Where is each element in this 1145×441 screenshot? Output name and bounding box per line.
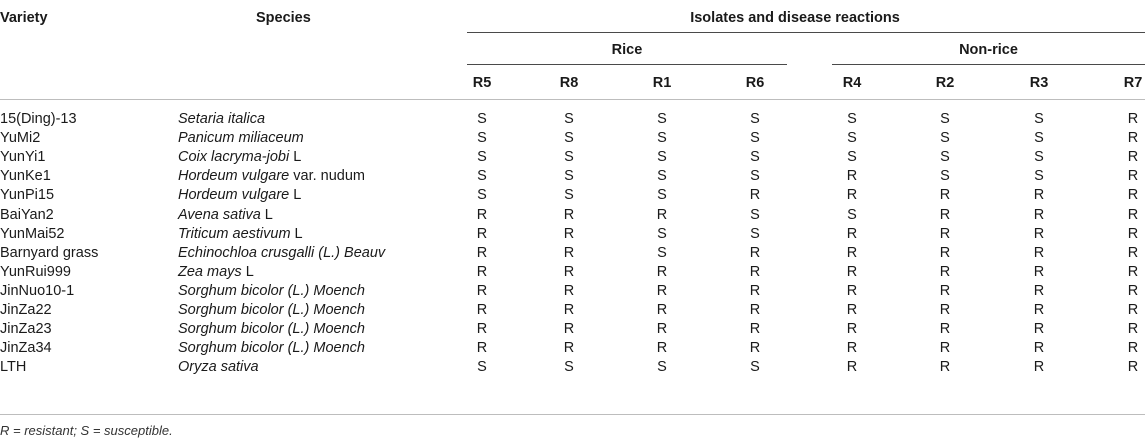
header-nonrice: Non-rice xyxy=(959,42,1018,58)
reaction-cell: S xyxy=(477,359,487,376)
species-cell xyxy=(178,263,254,281)
reaction-cell: S xyxy=(477,168,487,185)
species-authority: (L.) Moench xyxy=(283,282,365,299)
reaction-cell: R xyxy=(939,206,951,223)
reaction-cell: R xyxy=(1127,340,1139,357)
isolate-header-r4: R4 xyxy=(842,75,862,91)
reaction-cell: R xyxy=(846,302,858,318)
reaction-cell: R xyxy=(656,206,668,223)
reaction-cell: R xyxy=(939,187,951,204)
species-authority: (L.) Moench xyxy=(283,302,365,318)
reaction-cell: R xyxy=(939,225,951,242)
reaction-cell: R xyxy=(656,282,668,299)
reaction-cell: S xyxy=(477,149,487,166)
reaction-cell: R xyxy=(846,340,858,357)
species-name: Panicum miliaceum xyxy=(178,130,304,147)
species-name: Echinochloa crusgalli xyxy=(178,244,315,261)
reaction-cell: S xyxy=(477,111,487,127)
reaction-cell: R xyxy=(939,244,951,261)
species-cell xyxy=(178,186,301,204)
variety-cell: YunRui999 xyxy=(0,263,71,280)
reaction-cell: R xyxy=(476,225,488,242)
reaction-cell: S xyxy=(1034,149,1044,166)
isolate-header-r2: R2 xyxy=(935,75,955,91)
reaction-cell: S xyxy=(657,225,667,242)
reaction-cell: R xyxy=(563,263,575,280)
reaction-cell: R xyxy=(1033,340,1045,357)
nonrice-rule xyxy=(832,64,1145,65)
species-name: Hordeum vulgare xyxy=(178,187,290,204)
reaction-cell: S xyxy=(564,130,574,147)
header-rice: Rice xyxy=(611,42,643,58)
reaction-cell: R xyxy=(939,302,951,318)
reaction-cell: R xyxy=(656,302,668,318)
reaction-cell: R xyxy=(1033,206,1045,223)
reaction-cell: R xyxy=(1127,359,1139,376)
footnote: R = resistant; S = susceptible. xyxy=(0,423,173,438)
reaction-cell: S xyxy=(940,149,950,166)
reaction-cell: S xyxy=(750,206,760,223)
reaction-cell: R xyxy=(1033,187,1045,204)
reaction-cell: R xyxy=(749,340,761,357)
table-bottom-rule xyxy=(0,414,1145,415)
reaction-cell: R xyxy=(476,244,488,261)
reaction-cell: R xyxy=(1033,244,1045,261)
reaction-cell: S xyxy=(657,111,667,127)
reaction-cell: S xyxy=(564,168,574,185)
reaction-cell: R xyxy=(563,206,575,223)
reaction-cell: R xyxy=(749,321,761,338)
species-cell xyxy=(178,320,365,338)
species-cell xyxy=(178,301,365,319)
reaction-cell: R xyxy=(846,282,858,299)
reaction-cell: S xyxy=(564,187,574,204)
variety-cell: BaiYan2 xyxy=(0,206,54,223)
reaction-cell: R xyxy=(846,263,858,280)
variety-cell: JinNuo10-1 xyxy=(0,282,75,299)
reaction-cell: S xyxy=(1034,168,1044,185)
reaction-cell: R xyxy=(1033,321,1045,338)
reaction-cell: R xyxy=(656,340,668,357)
species-cell xyxy=(178,244,385,262)
species-cell xyxy=(178,206,273,224)
species-name: Triticum aestivum xyxy=(178,225,291,242)
reaction-cell: S xyxy=(847,130,857,147)
species-name: Setaria italica xyxy=(178,111,266,127)
reaction-cell: S xyxy=(940,130,950,147)
variety-cell: LTH xyxy=(0,359,27,376)
reaction-cell: S xyxy=(657,244,667,261)
reaction-cell: S xyxy=(564,359,574,376)
reaction-cell: R xyxy=(846,359,858,376)
reaction-cell: R xyxy=(749,282,761,299)
header-variety: Variety xyxy=(0,10,48,26)
reaction-cell: R xyxy=(846,321,858,338)
species-cell xyxy=(178,129,304,147)
species-cell xyxy=(178,225,303,243)
reaction-cell: R xyxy=(749,263,761,280)
isolates-rule xyxy=(467,32,1145,33)
species-cell xyxy=(178,167,365,185)
reaction-cell: S xyxy=(1034,130,1044,147)
reaction-cell: R xyxy=(563,340,575,357)
reaction-cell: R xyxy=(939,340,951,357)
species-name: Avena sativa xyxy=(178,206,261,223)
species-authority: L xyxy=(289,187,302,204)
reaction-cell: R xyxy=(1033,282,1045,299)
reaction-cell: S xyxy=(657,149,667,166)
header-isolates: Isolates and disease reactions xyxy=(690,10,900,26)
reaction-cell: R xyxy=(749,302,761,318)
reaction-cell: R xyxy=(1127,321,1139,338)
species-name: Hordeum vulgare xyxy=(178,168,290,185)
reaction-cell: S xyxy=(940,111,950,127)
variety-cell: Barnyard grass xyxy=(0,244,99,261)
variety-cell: JinZa34 xyxy=(0,340,52,357)
reaction-cell: R xyxy=(846,244,858,261)
reaction-cell: R xyxy=(1127,206,1139,223)
reaction-cell: S xyxy=(657,359,667,376)
isolate-header-r5: R5 xyxy=(472,75,492,91)
reaction-cell: S xyxy=(750,149,760,166)
reaction-cell: R xyxy=(939,263,951,280)
reaction-cell: S xyxy=(750,111,760,127)
reaction-cell: R xyxy=(939,359,951,376)
header-species: Species xyxy=(256,10,311,26)
reaction-cell: S xyxy=(750,130,760,147)
species-authority: (L.) Moench xyxy=(283,321,365,338)
reaction-cell: S xyxy=(847,111,857,127)
reaction-cell: R xyxy=(1127,187,1139,204)
species-name: Sorghum bicolor xyxy=(178,340,284,357)
reaction-cell: R xyxy=(1127,225,1139,242)
variety-cell: YunKe1 xyxy=(0,168,51,185)
reaction-cell: S xyxy=(657,187,667,204)
reaction-cell: R xyxy=(1033,263,1045,280)
reaction-cell: S xyxy=(477,187,487,204)
species-authority: var. nudum xyxy=(289,168,365,185)
reaction-cell: R xyxy=(846,225,858,242)
reaction-cell: S xyxy=(750,168,760,185)
species-authority: (L.) Moench xyxy=(283,340,365,357)
variety-cell: 15(Ding)-13 xyxy=(0,111,77,127)
reaction-cell: R xyxy=(846,168,858,185)
reaction-cell: S xyxy=(657,130,667,147)
reaction-cell: R xyxy=(1127,111,1139,127)
reaction-cell: R xyxy=(563,321,575,338)
reaction-cell: R xyxy=(1127,149,1139,166)
reaction-cell: R xyxy=(563,225,575,242)
species-cell xyxy=(178,358,259,376)
species-cell xyxy=(178,339,365,357)
reaction-cell: R xyxy=(1127,302,1139,318)
species-name: Zea mays xyxy=(178,263,242,280)
rice-rule xyxy=(467,64,787,65)
reaction-cell: R xyxy=(1033,302,1045,318)
reaction-cell: R xyxy=(939,282,951,299)
reaction-cell: S xyxy=(657,168,667,185)
species-authority: (L.) Beauv xyxy=(314,244,386,261)
reaction-cell: R xyxy=(476,206,488,223)
reaction-cell: R xyxy=(846,187,858,204)
reaction-cell: S xyxy=(477,130,487,147)
variety-cell: YunYi1 xyxy=(0,149,46,166)
isolate-header-r3: R3 xyxy=(1029,75,1049,91)
reaction-cell: S xyxy=(564,111,574,127)
species-cell xyxy=(178,110,265,128)
reaction-cell: S xyxy=(750,225,760,242)
reaction-cell: R xyxy=(563,282,575,299)
reaction-cell: R xyxy=(563,244,575,261)
reaction-cell: R xyxy=(1127,130,1139,147)
reaction-cell: R xyxy=(656,263,668,280)
reaction-cell: R xyxy=(476,282,488,299)
reaction-cell: R xyxy=(1127,263,1139,280)
isolate-header-r7: R7 xyxy=(1123,75,1143,91)
species-name: Coix lacryma-jobi xyxy=(178,149,290,166)
reaction-cell: S xyxy=(847,206,857,223)
variety-cell: YuMi2 xyxy=(0,130,41,147)
reaction-cell: R xyxy=(1127,244,1139,261)
variety-cell: JinZa22 xyxy=(0,302,52,318)
reaction-cell: S xyxy=(750,359,760,376)
reaction-cell: S xyxy=(1034,111,1044,127)
reaction-cell: R xyxy=(1033,359,1045,376)
reaction-cell: R xyxy=(476,321,488,338)
reaction-cell: R xyxy=(749,244,761,261)
isolate-header-r6: R6 xyxy=(745,75,765,91)
species-name: Sorghum bicolor xyxy=(178,321,284,338)
species-name: Sorghum bicolor xyxy=(178,282,284,299)
species-authority: L xyxy=(260,206,273,223)
species-authority: L xyxy=(289,149,302,166)
species-cell xyxy=(178,148,301,166)
reaction-cell: R xyxy=(749,187,761,204)
reaction-cell: R xyxy=(476,263,488,280)
isolate-header-r1: R1 xyxy=(652,75,672,91)
species-authority: L xyxy=(241,263,254,280)
variety-cell: JinZa23 xyxy=(0,321,52,338)
isolate-header-r8: R8 xyxy=(559,75,579,91)
reaction-cell: R xyxy=(563,302,575,318)
species-cell xyxy=(178,282,365,300)
reaction-cell: S xyxy=(940,168,950,185)
reaction-cell: R xyxy=(1127,282,1139,299)
reaction-cell: R xyxy=(939,321,951,338)
species-name: Oryza sativa xyxy=(178,359,259,376)
variety-cell: YunPi15 xyxy=(0,187,55,204)
header-bottom-rule xyxy=(0,99,1145,100)
reaction-cell: R xyxy=(656,321,668,338)
species-authority: L xyxy=(290,225,303,242)
reaction-cell: R xyxy=(1033,225,1045,242)
reaction-cell: S xyxy=(847,149,857,166)
variety-cell: YunMai52 xyxy=(0,225,65,242)
reaction-cell: S xyxy=(564,149,574,166)
reaction-cell: R xyxy=(476,340,488,357)
species-name: Sorghum bicolor xyxy=(178,302,284,318)
reaction-cell: R xyxy=(476,302,488,318)
reaction-cell: R xyxy=(1127,168,1139,185)
